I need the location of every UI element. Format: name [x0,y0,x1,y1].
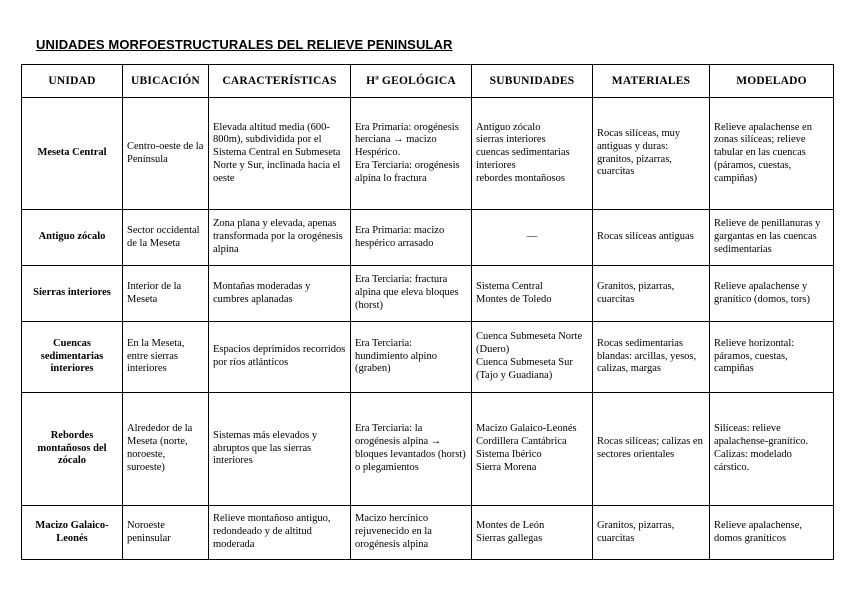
cell-unidad: Cuencas sedimentarias interiores [22,322,123,393]
cell-historia: Era Terciaria: fractura alpina que eleva bloques (horst) [351,266,472,322]
cell-modelado: Relieve de penillanuras y gargantas en las cuencas sedimentarias [710,210,834,266]
table-row [22,266,834,322]
morphostructural-table [21,64,834,560]
cell-ubicacion: Noroeste peninsular [123,506,209,560]
cell-modelado: Silíceas: relieve apalachense-granítico. Calizas: modelado cárstico. [710,393,834,506]
table-header-row [22,65,834,98]
cell-materiales: Rocas silíceas; calizas en sectores orientales [593,393,710,506]
cell-historia: Era Primaria: macizo hespérico arrasado [351,210,472,266]
cell-caracteristicas: Relieve montañoso antiguo, redondeado y de altitud moderada [209,506,351,560]
cell-materiales: Rocas silíceas, muy antiguas y duras: granitos, pizarras, cuarcitas [593,98,710,210]
cell-ubicacion: Interior de la Meseta [123,266,209,322]
column-header-unidad: UNIDAD [22,65,123,98]
cell-ubicacion: Centro-oeste de la Península [123,98,209,210]
cell-subunidades: Antiguo zócalo sierras interiores cuencas sedimentarias interiores rebordes montañosos [472,98,593,210]
column-header-materiales: MATERIALES [593,65,710,98]
cell-unidad: Macizo Galaico-Leonés [22,506,123,560]
cell-subunidades: Cuenca Submeseta Norte (Duero) Cuenca Submeseta Sur (Tajo y Guadiana) [472,322,593,393]
cell-modelado: Relieve apalachense y granítico (domos, tors) [710,266,834,322]
column-header-ubicacion: UBICACIÓN [123,65,209,98]
column-header-caracteristicas: CARACTERÍSTICAS [209,65,351,98]
column-header-modelado: MODELADO [710,65,834,98]
cell-materiales: Rocas silíceas antiguas [593,210,710,266]
cell-materiales: Rocas sedimentarias blandas: arcillas, yesos, calizas, margas [593,322,710,393]
cell-historia: Macizo hercínico rejuvenecido en la orogénesis alpina [351,506,472,560]
cell-historia: Era Primaria: orogénesis herciana → macizo Hespérico. Era Terciaria: orogénesis alpina lo fractura [351,98,472,210]
cell-caracteristicas: Elevada altitud media (600-800m), subdividida por el Sistema Central en Submeseta Norte y Sur, inclinada hacia el oeste [209,98,351,210]
cell-unidad: Rebordes montañosos del zócalo [22,393,123,506]
column-header-historia: Hª GEOLÓGICA [351,65,472,98]
cell-historia: Era Terciaria: la orogénesis alpina → bloques levantados (horst) o plegamientos [351,393,472,506]
cell-modelado: Relieve horizontal: páramos, cuestas, campiñas [710,322,834,393]
cell-subunidades: Sistema Central Montes de Toledo [472,266,593,322]
cell-materiales: Granitos, pizarras, cuarcitas [593,506,710,560]
cell-caracteristicas: Sistemas más elevados y abruptos que las sierras interiores [209,393,351,506]
cell-unidad: Meseta Central [22,98,123,210]
table-row [22,322,834,393]
cell-materiales: Granitos, pizarras, cuarcitas [593,266,710,322]
table-row [22,98,834,210]
cell-subunidades: — [472,210,593,266]
cell-unidad: Antiguo zócalo [22,210,123,266]
cell-modelado: Relieve apalachense en zonas silíceas; relieve tabular en las cuencas (páramos, cuestas, campiñas) [710,98,834,210]
cell-caracteristicas: Espacios deprimidos recorridos por ríos atlánticos [209,322,351,393]
table-row [22,506,834,560]
table-row [22,393,834,506]
page-title: UNIDADES MORFOESTRUCTURALES DEL RELIEVE PENINSULAR [36,37,453,52]
table-row [22,210,834,266]
cell-ubicacion: Alrededor de la Meseta (norte, noroeste, suroeste) [123,393,209,506]
cell-ubicacion: Sector occidental de la Meseta [123,210,209,266]
cell-subunidades: Montes de León Sierras gallegas [472,506,593,560]
cell-subunidades: Macizo Galaico-Leonés Cordillera Cantábrica Sistema Ibérico Sierra Morena [472,393,593,506]
cell-ubicacion: En la Meseta, entre sierras interiores [123,322,209,393]
cell-caracteristicas: Zona plana y elevada, apenas transformada por la orogénesis alpina [209,210,351,266]
cell-historia: Era Terciaria: hundimiento alpino (graben) [351,322,472,393]
column-header-subunidades: SUBUNIDADES [472,65,593,98]
cell-unidad: Sierras interiores [22,266,123,322]
cell-modelado: Relieve apalachense, domos graníticos [710,506,834,560]
cell-caracteristicas: Montañas moderadas y cumbres aplanadas [209,266,351,322]
